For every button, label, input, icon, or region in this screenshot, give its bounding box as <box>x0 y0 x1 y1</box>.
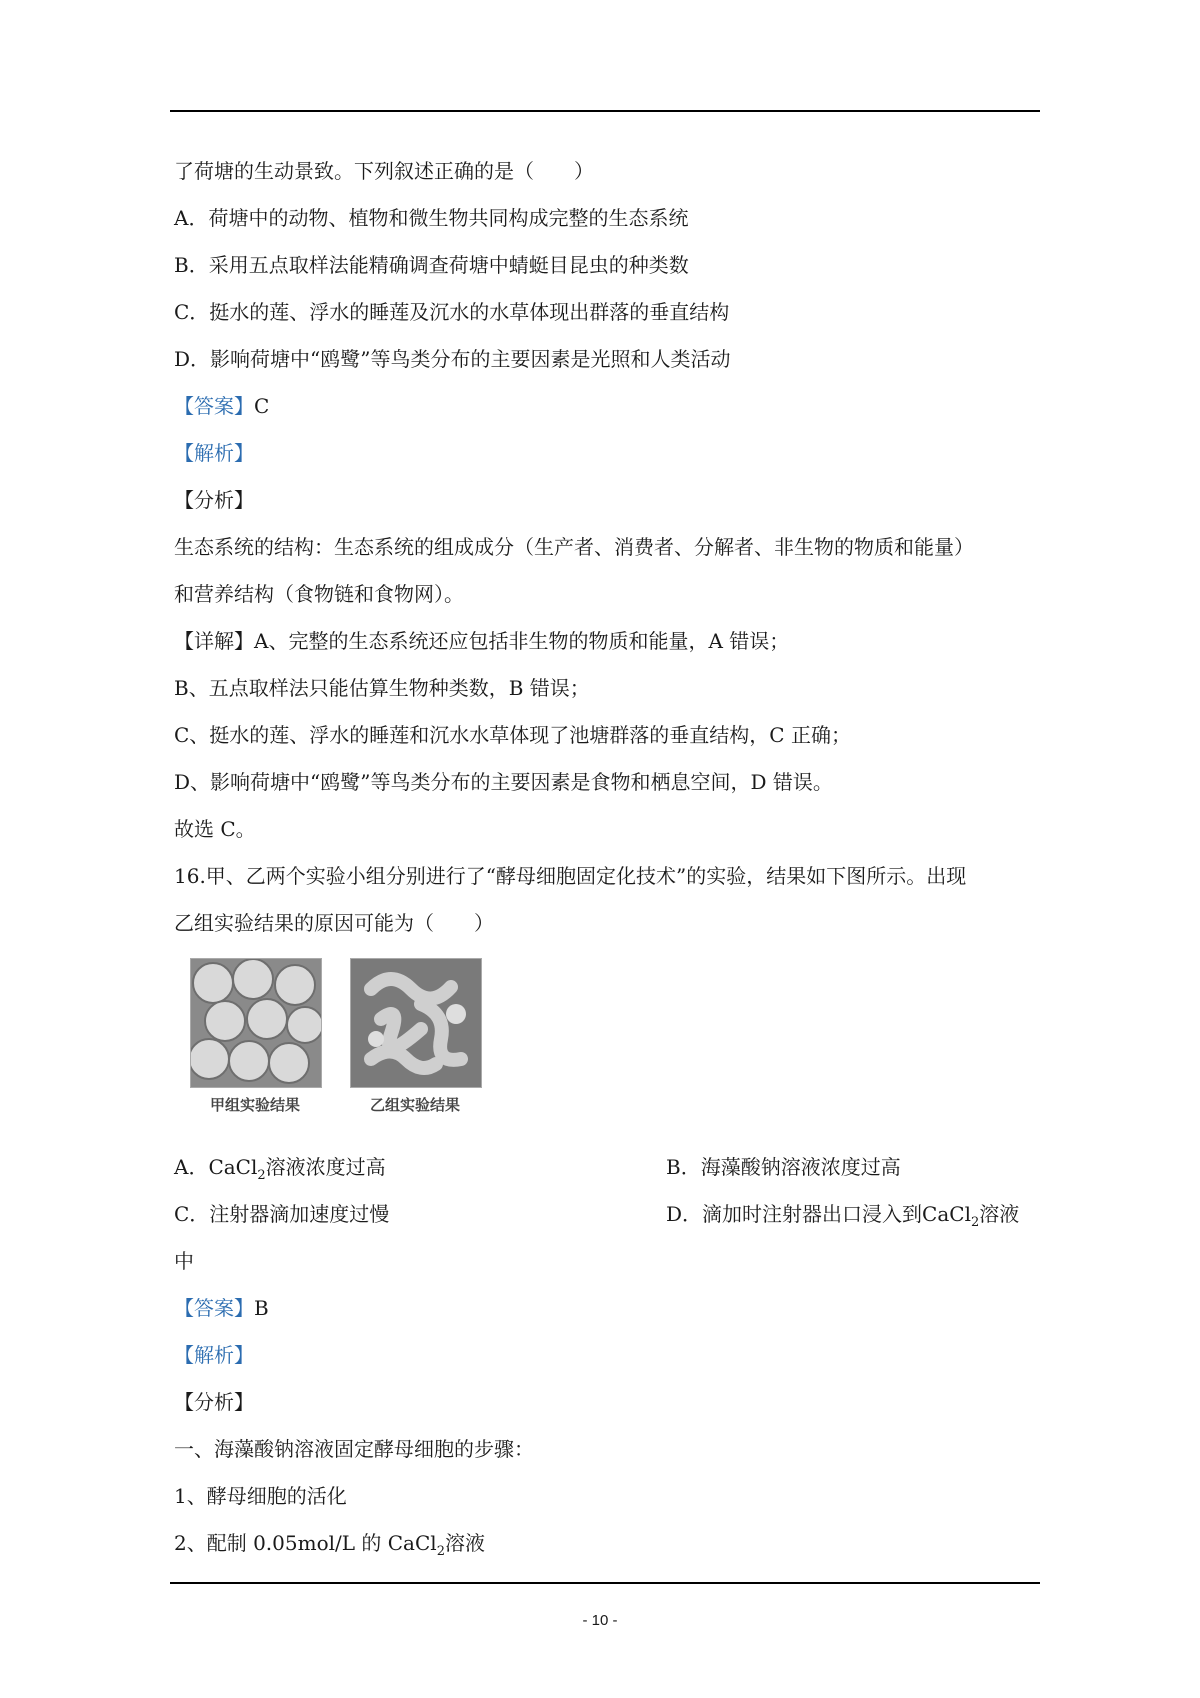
q16-fenxi-label: 【分析】 <box>174 1390 254 1414</box>
option-d-rest: 溶液 <box>979 1202 1020 1226</box>
q15-detail-4: D、影响荷塘中“鸥鹭”等鸟类分布的主要因素是食物和栖息空间，D 错误。 <box>174 770 833 794</box>
q15-fenxi-line-1: 生态系统的结构：生态系统的组成成分（生产者、消费者、分解者、非生物的物质和能量） <box>174 535 974 559</box>
footer-rule <box>170 1582 1040 1584</box>
q16-jiexi-label: 【解析】 <box>174 1343 254 1367</box>
step2-prefix: 2、配制 0.05mol/L 的 <box>174 1531 388 1555</box>
q15-detail-3: C、挺水的莲、浮水的睡莲和沉水水草体现了池塘群落的垂直结构，C 正确； <box>174 723 851 747</box>
q15-option-d: D．影响荷塘中“鸥鹭”等鸟类分布的主要因素是光照和人类活动 <box>174 347 731 371</box>
step2-rest: 溶液 <box>444 1531 485 1555</box>
q15-fenxi-label: 【分析】 <box>174 488 254 512</box>
answer-value: C <box>254 394 270 418</box>
answer-label: 【答案】 <box>174 1296 254 1320</box>
q16-stem-line-2: 乙组实验结果的原因可能为（ ） <box>174 911 494 935</box>
q16-fenxi-line-1: 一、海藻酸钠溶液固定酵母细胞的步骤： <box>174 1437 534 1461</box>
q15-option-c: C．挺水的莲、浮水的睡莲及沉水的水草体现出群落的垂直结构 <box>174 300 730 324</box>
q15-fenxi-line-2: 和营养结构（食物链和食物网）。 <box>174 582 464 606</box>
q16-step-2 <box>174 1528 485 1567</box>
step2-chem: CaCl <box>387 1531 437 1555</box>
q16-option-c: C．注射器滴加速度过慢 <box>174 1202 390 1226</box>
q16-option-d-wrap: 中 <box>174 1249 194 1273</box>
option-a-sub: 2 <box>257 1168 266 1183</box>
figure-group-jia <box>190 958 320 1128</box>
page-number: - 10 - <box>582 1612 618 1629</box>
q16-option-d <box>666 1199 1019 1238</box>
option-d-sub: 2 <box>970 1215 980 1230</box>
step2-sub: 2 <box>436 1544 445 1559</box>
q15-jiexi-label: 【解析】 <box>174 441 254 465</box>
option-d-prefix: D．滴加时注射器出口浸入到 <box>666 1202 923 1226</box>
q16-fenxi-line-2: 1、酵母细胞的活化 <box>174 1484 347 1508</box>
option-a-chem: CaCl <box>208 1155 258 1179</box>
q15-option-b: B．采用五点取样法能精确调查荷塘中蜻蜓目昆虫的种类数 <box>174 253 689 277</box>
figure-caption-yi: 乙组实验结果 <box>369 1096 460 1114</box>
q16-option-b: B．海藻酸钠溶液浓度过高 <box>666 1155 901 1179</box>
q16-answer <box>174 1293 269 1323</box>
option-a-prefix: A． <box>174 1155 209 1179</box>
q16-option-a <box>174 1152 386 1191</box>
header-rule <box>170 110 1040 112</box>
figure-group-yi <box>350 958 480 1128</box>
option-a-rest: 溶液浓度过高 <box>265 1155 386 1179</box>
bead-micrograph-jia <box>190 958 322 1088</box>
q16-stem-line-1: 16.甲、乙两个实验小组分别进行了“酵母细胞固定化技术”的实验，结果如下图所示。出现 <box>174 864 967 888</box>
q15-detail-1: 【详解】A、完整的生态系统还应包括非生物的物质和能量，A 错误； <box>174 629 790 653</box>
answer-label: 【答案】 <box>174 394 254 418</box>
q15-conclusion: 故选 C。 <box>174 817 256 841</box>
bead-micrograph-yi <box>350 958 482 1088</box>
q15-detail-2: B、五点取样法只能估算生物种类数，B 错误； <box>174 676 590 700</box>
q15-stem: 了荷塘的生动景致。下列叙述正确的是（ ） <box>174 159 594 183</box>
figure-caption-jia: 甲组实验结果 <box>209 1096 300 1114</box>
option-d-chem: CaCl <box>922 1202 971 1226</box>
q15-answer <box>174 391 269 421</box>
q15-option-a: A．荷塘中的动物、植物和微生物共同构成完整的生态系统 <box>174 206 689 230</box>
answer-value: B <box>254 1296 269 1320</box>
